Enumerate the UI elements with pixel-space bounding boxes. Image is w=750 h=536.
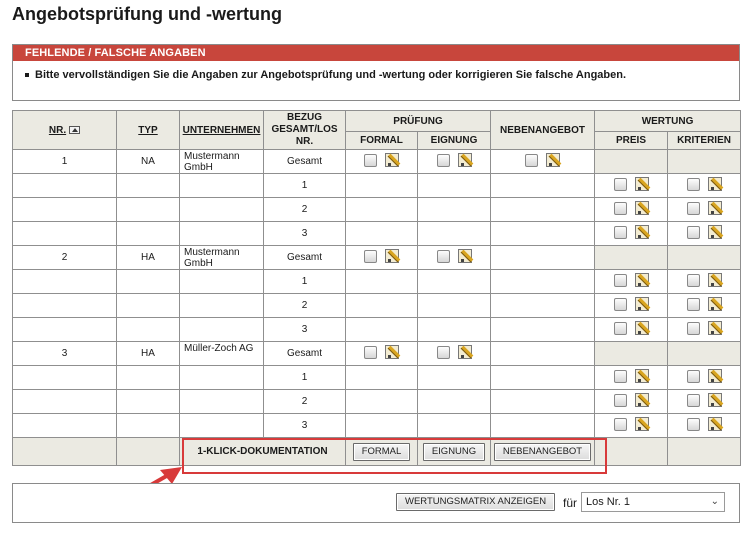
kriterien-controls bbox=[687, 393, 722, 407]
col-header-nr[interactable]: NR. bbox=[13, 111, 117, 150]
cell-typ bbox=[117, 366, 180, 390]
cell-eignung bbox=[418, 294, 491, 318]
kriterien-checkbox[interactable] bbox=[687, 394, 700, 407]
eignung-controls bbox=[437, 153, 472, 167]
table-row bbox=[13, 174, 741, 198]
edit-pencil-icon[interactable] bbox=[635, 225, 649, 239]
preis-controls bbox=[614, 225, 649, 239]
cell-preis bbox=[595, 174, 668, 198]
cell-formal bbox=[346, 390, 418, 414]
formal-checkbox[interactable] bbox=[364, 346, 377, 359]
table-row bbox=[13, 414, 741, 438]
klick-spacer bbox=[668, 438, 741, 466]
cell-formal bbox=[346, 150, 418, 174]
kriterien-controls bbox=[687, 225, 722, 239]
cell-formal bbox=[346, 414, 418, 438]
table-row bbox=[13, 366, 741, 390]
cell-formal bbox=[346, 174, 418, 198]
cell-preis bbox=[595, 150, 668, 174]
cell-nebenangebot bbox=[491, 198, 595, 222]
table-row bbox=[13, 342, 741, 366]
edit-pencil-icon[interactable] bbox=[635, 297, 649, 311]
edit-pencil-icon[interactable] bbox=[385, 345, 399, 359]
kriterien-controls bbox=[687, 417, 722, 431]
fuer-label: für bbox=[563, 496, 578, 510]
col-header-pruefung: PRÜFUNG bbox=[346, 111, 491, 132]
cell-bezug: Gesamt bbox=[264, 246, 346, 270]
col-header-preis: PREIS bbox=[595, 132, 668, 150]
cell-bezug: Gesamt bbox=[264, 342, 346, 366]
cell-eignung bbox=[418, 270, 491, 294]
cell-kriterien bbox=[668, 198, 741, 222]
kriterien-checkbox[interactable] bbox=[687, 202, 700, 215]
cell-unternehmen bbox=[180, 294, 264, 318]
cell-preis bbox=[595, 390, 668, 414]
cell-bezug: 1 bbox=[264, 366, 346, 390]
cell-nr bbox=[13, 270, 117, 294]
cell-eignung bbox=[418, 174, 491, 198]
nebenangebot-controls bbox=[525, 153, 560, 167]
cell-preis bbox=[595, 246, 668, 270]
cell-unternehmen bbox=[180, 318, 264, 342]
table-row bbox=[13, 390, 741, 414]
cell-kriterien bbox=[668, 414, 741, 438]
formal-checkbox[interactable] bbox=[364, 154, 377, 167]
cell-kriterien bbox=[668, 246, 741, 270]
table-row bbox=[13, 246, 741, 270]
chevron-down-icon: ⌄ bbox=[710, 496, 719, 507]
edit-pencil-icon[interactable] bbox=[635, 273, 649, 287]
preis-controls bbox=[614, 369, 649, 383]
kriterien-checkbox[interactable] bbox=[687, 298, 700, 311]
cell-kriterien bbox=[668, 174, 741, 198]
eignung-controls bbox=[437, 249, 472, 263]
kriterien-controls bbox=[687, 177, 722, 191]
cell-unternehmen bbox=[180, 366, 264, 390]
cell-eignung bbox=[418, 222, 491, 246]
cell-nebenangebot bbox=[491, 414, 595, 438]
edit-pencil-icon[interactable] bbox=[458, 345, 472, 359]
cell-bezug: 3 bbox=[264, 414, 346, 438]
cell-nr bbox=[13, 294, 117, 318]
edit-pencil-icon[interactable] bbox=[385, 249, 399, 263]
cell-eignung bbox=[418, 318, 491, 342]
cell-kriterien bbox=[668, 390, 741, 414]
cell-nebenangebot bbox=[491, 318, 595, 342]
cell-formal bbox=[346, 198, 418, 222]
klick-formal-cell bbox=[346, 438, 418, 466]
cell-unternehmen: Müller-Zoch AG bbox=[180, 342, 264, 366]
formal-checkbox[interactable] bbox=[364, 250, 377, 263]
cell-nebenangebot bbox=[491, 366, 595, 390]
kriterien-checkbox[interactable] bbox=[687, 274, 700, 287]
cell-typ bbox=[117, 270, 180, 294]
klick-neben-cell bbox=[491, 438, 595, 466]
table-row bbox=[13, 222, 741, 246]
edit-pencil-icon[interactable] bbox=[458, 249, 472, 263]
cell-kriterien bbox=[668, 222, 741, 246]
edit-pencil-icon[interactable] bbox=[708, 177, 722, 191]
formal-controls bbox=[364, 249, 399, 263]
cell-preis bbox=[595, 366, 668, 390]
table-row bbox=[13, 294, 741, 318]
preis-checkbox[interactable] bbox=[614, 394, 627, 407]
cell-nr bbox=[13, 174, 117, 198]
page-title: Angebotsprüfung und -wertung bbox=[12, 4, 282, 24]
cell-formal bbox=[346, 366, 418, 390]
col-header-unternehmen[interactable]: UNTERNEHMEN bbox=[180, 111, 264, 150]
cell-typ bbox=[117, 390, 180, 414]
table-row bbox=[13, 198, 741, 222]
cell-nr bbox=[13, 222, 117, 246]
matrix-panel bbox=[12, 483, 740, 523]
kriterien-controls bbox=[687, 273, 722, 287]
cell-eignung bbox=[418, 246, 491, 270]
cell-kriterien bbox=[668, 270, 741, 294]
cell-nebenangebot bbox=[491, 294, 595, 318]
cell-nebenangebot bbox=[491, 150, 595, 174]
cell-unternehmen bbox=[180, 414, 264, 438]
cell-bezug: 2 bbox=[264, 294, 346, 318]
nebenangebot-checkbox[interactable] bbox=[525, 154, 538, 167]
kriterien-controls bbox=[687, 297, 722, 311]
edit-pencil-icon[interactable] bbox=[708, 393, 722, 407]
cell-nr bbox=[13, 366, 117, 390]
preis-checkbox[interactable] bbox=[614, 298, 627, 311]
cell-nebenangebot bbox=[491, 222, 595, 246]
cell-eignung bbox=[418, 366, 491, 390]
preis-checkbox[interactable] bbox=[614, 226, 627, 239]
cell-typ bbox=[117, 174, 180, 198]
cell-nr bbox=[13, 318, 117, 342]
cell-formal bbox=[346, 246, 418, 270]
cell-eignung bbox=[418, 342, 491, 366]
klick-eignung-cell bbox=[418, 438, 491, 466]
edit-pencil-icon[interactable] bbox=[708, 273, 722, 287]
cell-formal bbox=[346, 318, 418, 342]
preis-checkbox[interactable] bbox=[614, 322, 627, 335]
preis-checkbox[interactable] bbox=[614, 274, 627, 287]
preis-controls bbox=[614, 417, 649, 431]
cell-eignung bbox=[418, 414, 491, 438]
cell-kriterien bbox=[668, 294, 741, 318]
cell-bezug: 3 bbox=[264, 222, 346, 246]
cell-nr: 1 bbox=[13, 150, 117, 174]
col-header-formal: FORMAL bbox=[346, 132, 418, 150]
edit-pencil-icon[interactable] bbox=[708, 201, 722, 215]
preis-checkbox[interactable] bbox=[614, 418, 627, 431]
cell-unternehmen bbox=[180, 198, 264, 222]
edit-pencil-icon[interactable] bbox=[635, 417, 649, 431]
klick-eignung-button[interactable]: EIGNUNG bbox=[423, 443, 485, 461]
edit-pencil-icon[interactable] bbox=[635, 393, 649, 407]
cell-preis bbox=[595, 270, 668, 294]
cell-typ bbox=[117, 294, 180, 318]
cell-kriterien bbox=[668, 342, 741, 366]
kriterien-checkbox[interactable] bbox=[687, 178, 700, 191]
cell-bezug: 3 bbox=[264, 318, 346, 342]
cell-bezug: 2 bbox=[264, 390, 346, 414]
cell-formal bbox=[346, 222, 418, 246]
table-row bbox=[13, 150, 741, 174]
cell-eignung bbox=[418, 390, 491, 414]
preis-controls bbox=[614, 177, 649, 191]
cell-preis bbox=[595, 294, 668, 318]
preis-checkbox[interactable] bbox=[614, 370, 627, 383]
cell-preis bbox=[595, 222, 668, 246]
cell-formal bbox=[346, 342, 418, 366]
kriterien-checkbox[interactable] bbox=[687, 370, 700, 383]
cell-nr: 3 bbox=[13, 342, 117, 366]
col-header-wertung: WERTUNG bbox=[595, 111, 741, 132]
eignung-controls bbox=[437, 345, 472, 359]
klick-spacer bbox=[13, 438, 117, 466]
cell-preis bbox=[595, 198, 668, 222]
cell-bezug: Gesamt bbox=[264, 150, 346, 174]
cell-bezug: 1 bbox=[264, 270, 346, 294]
cell-eignung bbox=[418, 198, 491, 222]
formal-controls bbox=[364, 345, 399, 359]
col-header-nebenangebot: NEBENANGEBOT bbox=[491, 111, 595, 150]
cell-typ: HA bbox=[117, 246, 180, 270]
cell-typ bbox=[117, 414, 180, 438]
kriterien-checkbox[interactable] bbox=[687, 418, 700, 431]
cell-kriterien bbox=[668, 318, 741, 342]
error-message: Bitte vervollständigen Sie die Angaben zur Angebotsprüfung und -wertung oder korrigieren Sie falsche Angaben. bbox=[13, 61, 739, 81]
klick-formal-button[interactable]: FORMAL bbox=[353, 443, 411, 461]
cell-unternehmen: Mustermann GmbH bbox=[180, 246, 264, 270]
cell-eignung bbox=[418, 150, 491, 174]
formal-controls bbox=[364, 153, 399, 167]
cell-preis bbox=[595, 318, 668, 342]
cell-unternehmen: Mustermann GmbH bbox=[180, 150, 264, 174]
edit-pencil-icon[interactable] bbox=[635, 177, 649, 191]
edit-pencil-icon[interactable] bbox=[708, 369, 722, 383]
offers-table bbox=[12, 110, 741, 466]
table-row bbox=[13, 270, 741, 294]
cell-nebenangebot bbox=[491, 390, 595, 414]
cell-typ bbox=[117, 198, 180, 222]
cell-unternehmen bbox=[180, 270, 264, 294]
edit-pencil-icon[interactable] bbox=[458, 153, 472, 167]
preis-controls bbox=[614, 273, 649, 287]
cell-bezug: 2 bbox=[264, 198, 346, 222]
cell-bezug: 1 bbox=[264, 174, 346, 198]
cell-typ bbox=[117, 222, 180, 246]
edit-pencil-icon[interactable] bbox=[708, 321, 722, 335]
edit-pencil-icon[interactable] bbox=[708, 225, 722, 239]
kriterien-checkbox[interactable] bbox=[687, 226, 700, 239]
klick-spacer bbox=[595, 438, 668, 466]
sort-ascending-icon[interactable] bbox=[69, 126, 80, 134]
cell-formal bbox=[346, 294, 418, 318]
cell-nr bbox=[13, 198, 117, 222]
cell-preis bbox=[595, 342, 668, 366]
cell-nebenangebot bbox=[491, 342, 595, 366]
edit-pencil-icon[interactable] bbox=[385, 153, 399, 167]
cell-kriterien bbox=[668, 150, 741, 174]
cell-nr bbox=[13, 390, 117, 414]
eignung-checkbox[interactable] bbox=[437, 154, 450, 167]
col-header-eignung: EIGNUNG bbox=[418, 132, 491, 150]
kriterien-checkbox[interactable] bbox=[687, 322, 700, 335]
preis-controls bbox=[614, 393, 649, 407]
preis-controls bbox=[614, 321, 649, 335]
edit-pencil-icon[interactable] bbox=[546, 153, 560, 167]
preis-checkbox[interactable] bbox=[614, 178, 627, 191]
kriterien-controls bbox=[687, 201, 722, 215]
error-heading: FEHLENDE / FALSCHE ANGABEN bbox=[13, 45, 739, 61]
preis-controls bbox=[614, 201, 649, 215]
cell-nebenangebot bbox=[491, 174, 595, 198]
eignung-checkbox[interactable] bbox=[437, 250, 450, 263]
cell-nebenangebot bbox=[491, 246, 595, 270]
error-panel bbox=[12, 44, 740, 101]
cell-unternehmen bbox=[180, 174, 264, 198]
edit-pencil-icon[interactable] bbox=[708, 297, 722, 311]
wertungsmatrix-button[interactable]: WERTUNGSMATRIX ANZEIGEN bbox=[396, 493, 555, 511]
cell-kriterien bbox=[668, 366, 741, 390]
preis-controls bbox=[614, 297, 649, 311]
col-header-typ[interactable]: TYP bbox=[117, 111, 180, 150]
cell-typ: NA bbox=[117, 150, 180, 174]
table-row bbox=[13, 318, 741, 342]
cell-preis bbox=[595, 414, 668, 438]
preis-checkbox[interactable] bbox=[614, 202, 627, 215]
col-header-bezug: BEZUG GESAMT/LOS NR. bbox=[264, 111, 346, 150]
cell-formal bbox=[346, 270, 418, 294]
klick-label: 1-KLICK-DOKUMENTATION bbox=[180, 438, 346, 466]
cell-nr: 2 bbox=[13, 246, 117, 270]
cell-unternehmen bbox=[180, 222, 264, 246]
edit-pencil-icon[interactable] bbox=[635, 201, 649, 215]
col-header-kriterien: KRITERIEN bbox=[668, 132, 741, 150]
cell-unternehmen bbox=[180, 390, 264, 414]
cell-typ bbox=[117, 318, 180, 342]
kriterien-controls bbox=[687, 321, 722, 335]
edit-pencil-icon[interactable] bbox=[635, 321, 649, 335]
cell-nebenangebot bbox=[491, 270, 595, 294]
cell-typ: HA bbox=[117, 342, 180, 366]
edit-pencil-icon[interactable] bbox=[635, 369, 649, 383]
kriterien-controls bbox=[687, 369, 722, 383]
los-select[interactable]: Los Nr. 1 ⌄ bbox=[581, 492, 725, 512]
cell-nr bbox=[13, 414, 117, 438]
edit-pencil-icon[interactable] bbox=[708, 417, 722, 431]
eignung-checkbox[interactable] bbox=[437, 346, 450, 359]
klick-nebenangebot-button[interactable]: NEBENANGEBOT bbox=[494, 443, 591, 461]
